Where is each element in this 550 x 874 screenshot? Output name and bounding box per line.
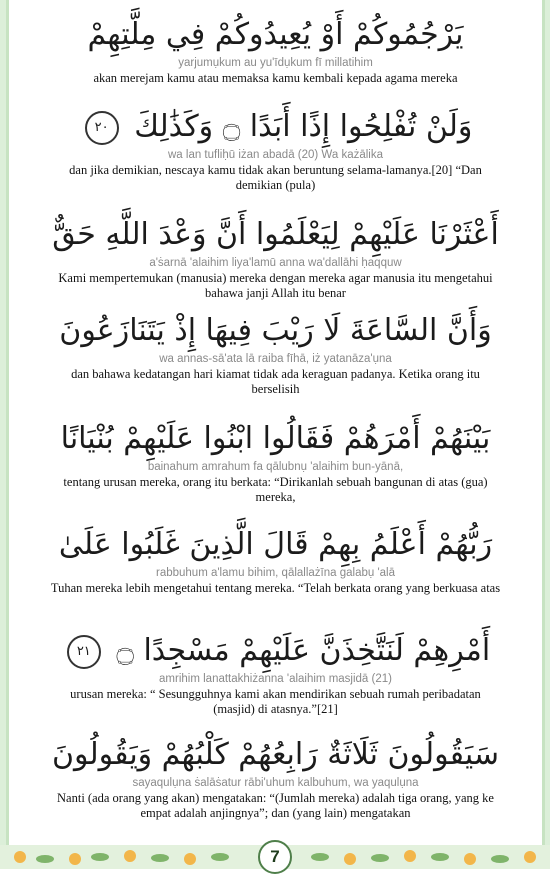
verse-line-3 <box>9 214 542 301</box>
verse-line-6 <box>9 524 542 596</box>
arabic-text <box>9 630 542 672</box>
verse-line-7 <box>9 630 542 717</box>
translation: Tuhan mereka lebih mengetahui tentang mereka. “Telah berkata orang yang berkuasa atas <box>50 581 501 595</box>
arabic-text-part: وَلَنْ تُفْلِحُوا إِذًا أَبَدًا ۝ وَكَذَٰلِكَ <box>134 109 473 144</box>
translation: Nanti (ada orang yang akan) mengatakan: “(Jumlah mereka) adalah tiga orang, yang ke empat adalah anjingnya”; dan (yang lain) mengatakan <box>57 791 494 820</box>
translation: dan jika demikian, nescaya kamu tidak akan beruntung selama-lamanya.[20] “Dan demikian (pula) <box>69 163 482 192</box>
arabic-text: بَيْنَهُمْ أَمْرَهُمْ فَقَالُوا ابْنُوا عَلَيْهِمْ بُنْيَانًا <box>60 421 491 456</box>
verse-line-5 <box>9 418 542 505</box>
transliteration: rabbuhum a'lamu bihim, qālallażīna galabụ 'alā <box>155 567 395 579</box>
translation: urusan mereka: “ Sesungguhnya kami akan mendirikan sebuah rumah peribadatan (masjid) di atasnya.”[21] <box>70 687 481 716</box>
arabic-text: سَيَقُولُونَ ثَلَاثَةٌ رَابِعُهُمْ كَلْبُهُمْ وَيَقُولُونَ <box>51 737 500 772</box>
verse-line-4 <box>9 310 542 397</box>
arabic-text: رَبُّهُمْ أَعْلَمُ بِهِمْ قَالَ الَّذِينَ غَلَبُوا عَلَىٰ <box>58 527 493 562</box>
transliteration: wa lan tufliḥū iżan abadā (20) Wa każālika <box>168 149 383 161</box>
arabic-text: أَعْثَرْنَا عَلَيْهِمْ لِيَعْلَمُوا أَنَّ وَعْدَ اللَّهِ حَقٌّ <box>52 217 499 252</box>
transliteration: sayaqulụna ṡalāṡatur rābi'uhum kalbuhum, wa yaqulụna <box>132 777 419 789</box>
verse-line-1 <box>9 14 542 86</box>
transliteration: a'ṡarnā 'alaihim liya'lamū anna wa'dallāhi ḥaqquw <box>149 257 402 269</box>
page-number: 7 <box>258 840 292 874</box>
arabic-text-part: أَمْرِهِمْ لَنَتَّخِذَنَّ عَلَيْهِمْ مَسْجِدًا ۝ <box>116 633 491 668</box>
verse-line-8 <box>9 734 542 821</box>
transliteration: bainahum amrahum fa qālubnụ 'alaihim bun-yānā, <box>147 461 404 473</box>
arabic-text: يَرْجُمُوكُمْ أَوْ يُعِيدُوكُمْ فِي مِلَّتِهِمْ <box>87 17 464 52</box>
verse-end-marker: ٢٠ <box>85 111 119 145</box>
transliteration: yarjumụkum au yu'īdụkum fī millatihim <box>178 57 373 69</box>
arabic-text: وَأَنَّ السَّاعَةَ لَا رَيْبَ فِيهَا إِذْ يَتَنَازَعُونَ <box>59 313 492 348</box>
translation: dan bahawa kedatangan hari kiamat tidak ada keraguan padanya. Ketika orang itu berselisih <box>71 367 480 396</box>
verse-end-marker: ٢١ <box>67 635 101 669</box>
verse-line-2 <box>9 106 542 193</box>
transliteration: amrihim lanattakhiżanna 'alaihim masjidā (21) <box>159 673 392 685</box>
arabic-text <box>9 106 542 148</box>
translation: tentang urusan mereka, orang itu berkata: “Dirikanlah sebuah bangunan di atas (gua) mereka, <box>63 475 488 504</box>
transliteration: wa annas-sā'ata lā raiba fīhā, iż yatanāza'ụna <box>159 353 392 365</box>
translation: akan merejam kamu atau memaksa kamu kembali kepada agama mereka <box>93 71 458 85</box>
translation: Kami mempertemukan (manusia) mereka dengan mereka agar manusia itu mengetahui bahawa janji Allah itu benar <box>58 271 493 300</box>
quran-page <box>6 0 545 845</box>
